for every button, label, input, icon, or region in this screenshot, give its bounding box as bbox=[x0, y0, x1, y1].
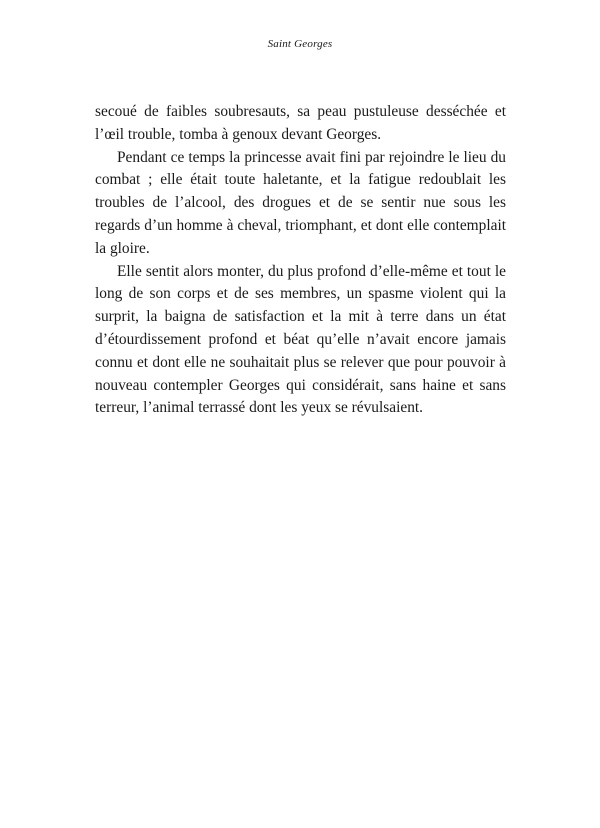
paragraph-spasm: Elle sentit alors monter, du plus profond d’elle-même et tout le long de son corps et de ses membres, un spasme violent qui la surprit, la baigna de satisfaction et la mit à terre dans un état d’étourdissement profond et béat qu’elle n’avait encore jamais connu et dont elle ne souhaitait plus se relever que pour pouvoir à nouveau contempler Georges qui considérait, sans haine et sans terreur, l’animal terrassé dont les yeux se révulsaient. bbox=[95, 262, 506, 417]
paragraph-continuation: secoué de faibles soubresauts, sa peau pustuleuse desséchée et l’œil trouble, tomba à genoux devant Georges. bbox=[95, 103, 506, 143]
paragraph-princess-arrives: Pendant ce temps la princesse avait fini par rejoindre le lieu du combat ; elle était toute haletante, et la fatigue redoublait les troubles de l’alcool, des drogues et de se sentir nue sous les regards d’un homme à cheval, triomphant, et dont elle contemplait la gloire. bbox=[95, 148, 506, 257]
page-body bbox=[95, 101, 506, 420]
running-header: Saint Georges bbox=[267, 38, 333, 50]
